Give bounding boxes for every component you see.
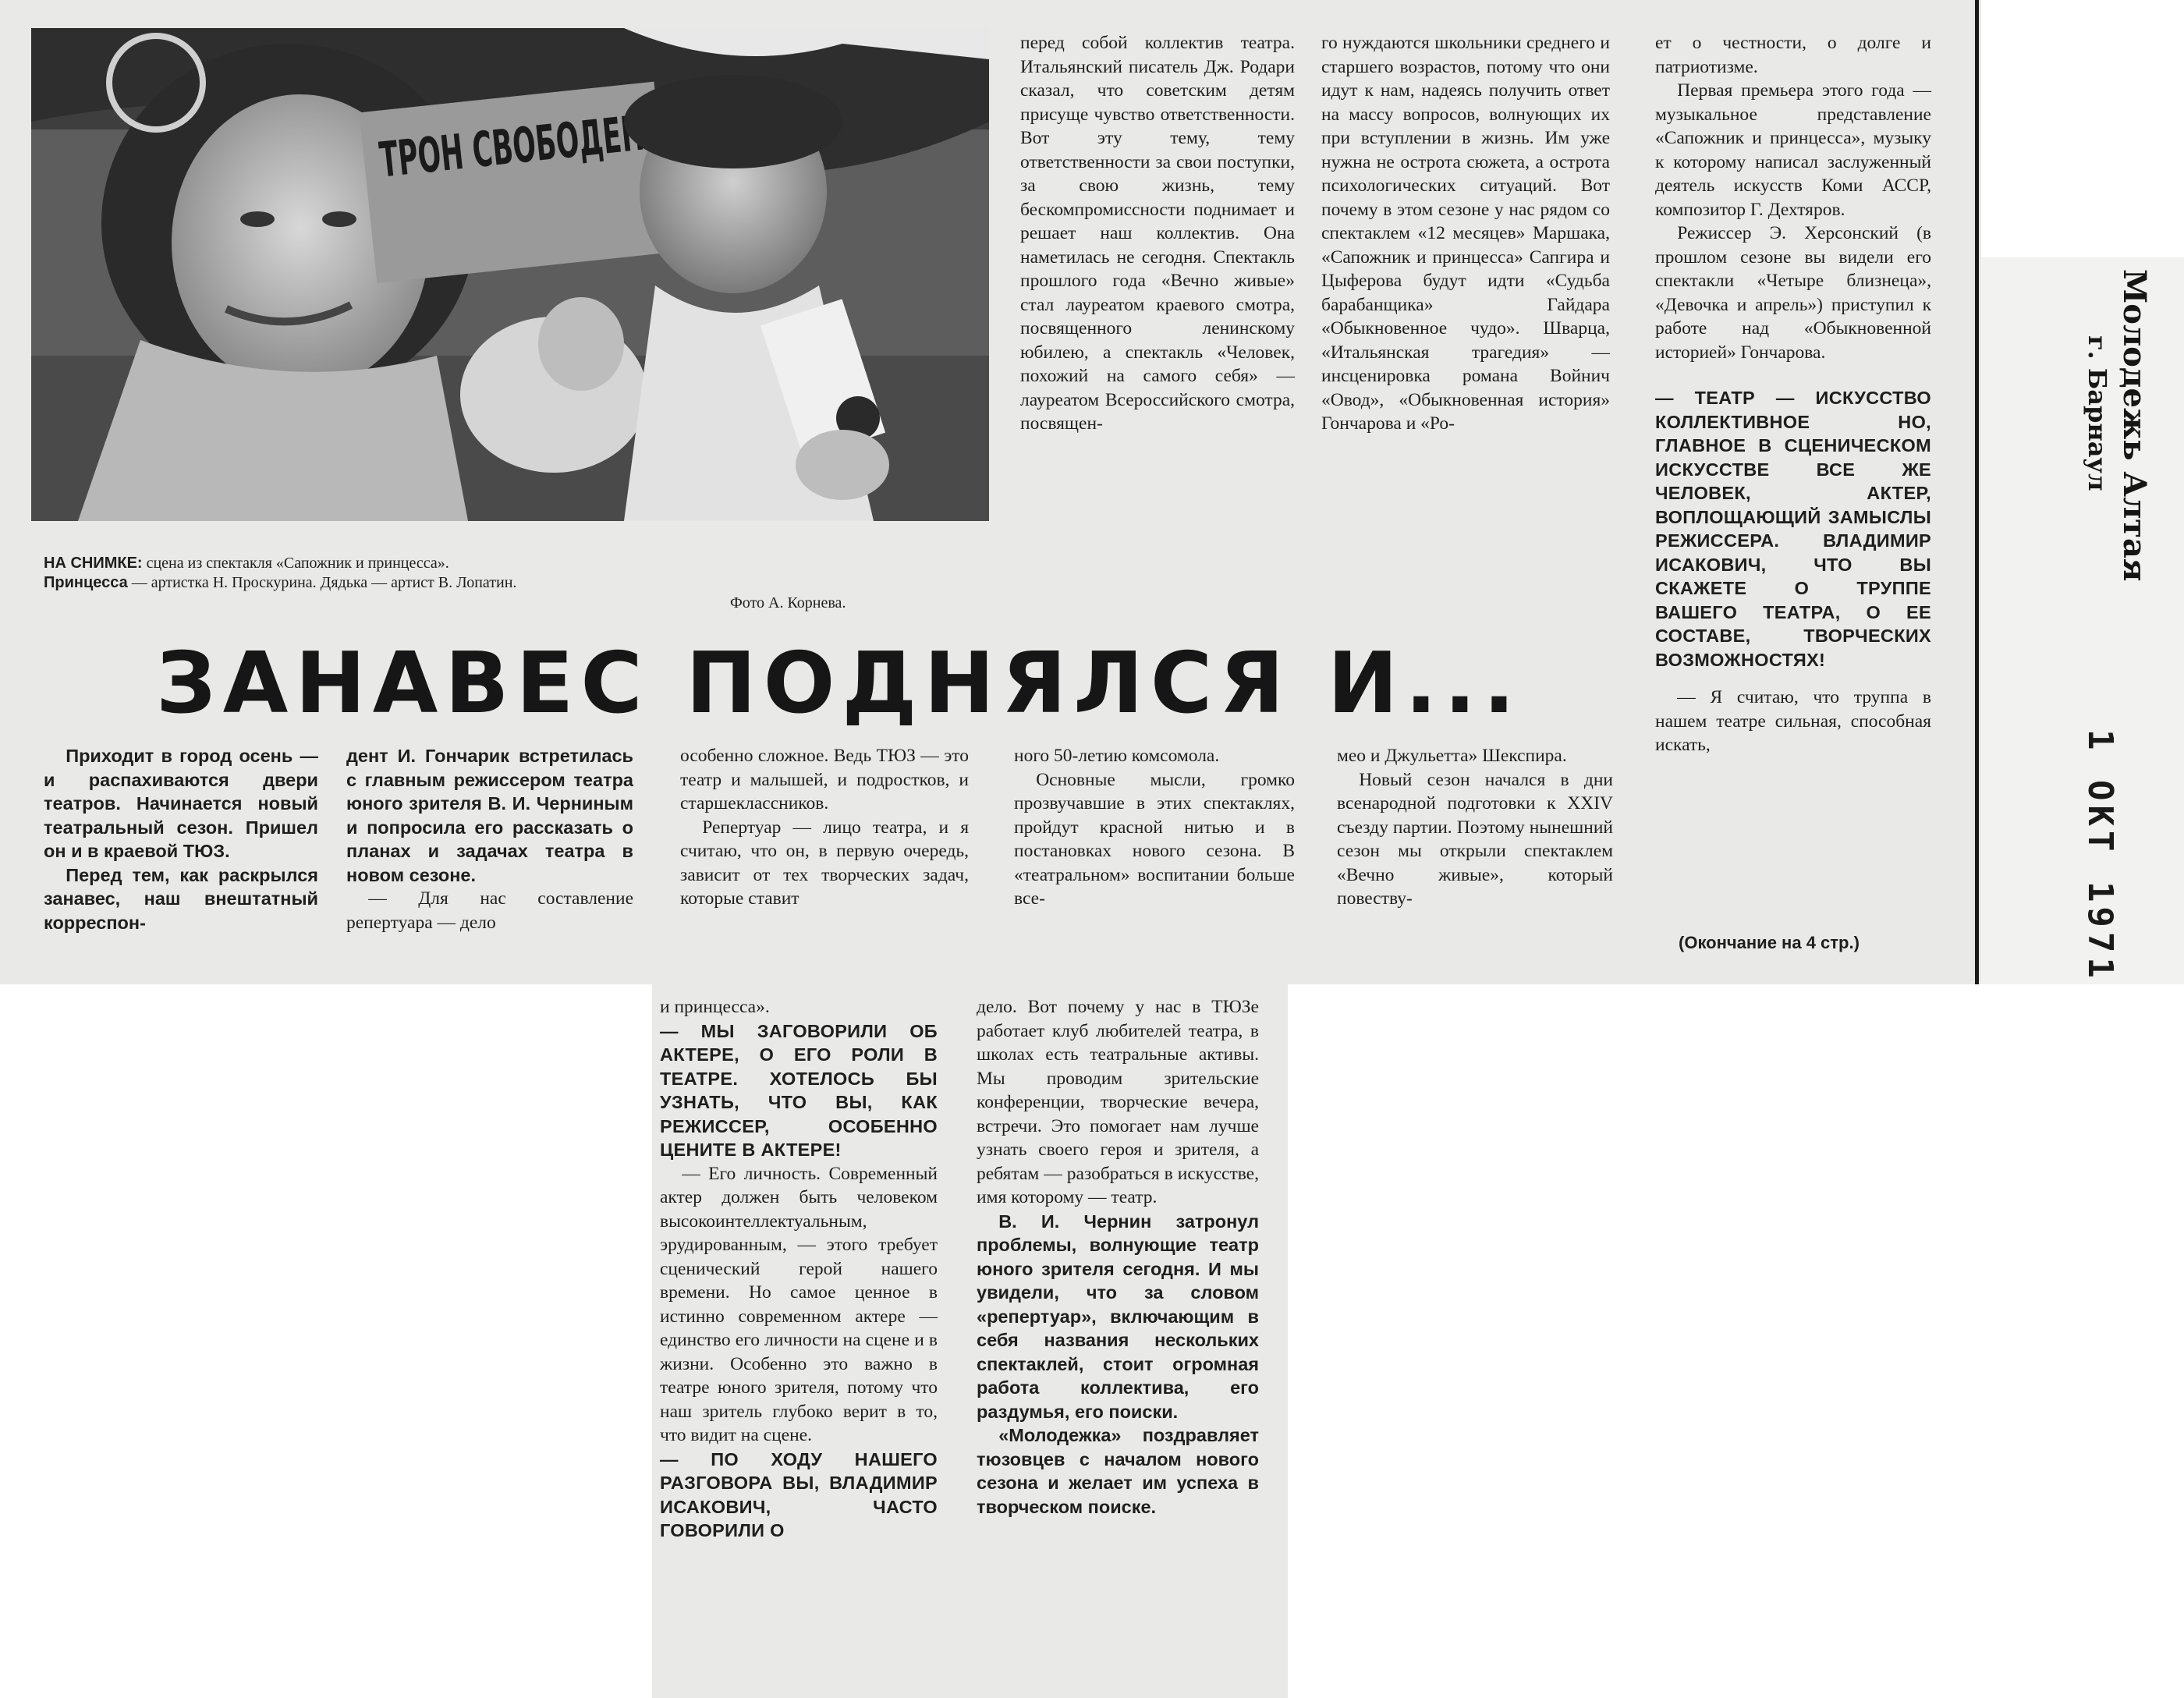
paragraph: особенно сложное. Ведь ТЮЗ — это театр и малышей, и подростков, и старшеклассников. [680, 746, 969, 814]
source-divider [1975, 0, 1979, 984]
continued-note: (Окончание на 4 стр.) [1679, 933, 1860, 952]
column-5-top [1321, 31, 1610, 436]
paragraph: мео и Джульетта» Шекспира. [1337, 746, 1567, 766]
photo-credit: Фото А. Корнева. [730, 594, 846, 611]
date-stamp: 1 ОКТ 1971 [2080, 729, 2120, 983]
paragraph: дент И. Гончарик встретилась с главным режиссером театра юного зрителя В. И. Черниным и попросила его рассказать о планах и задачах театра в новом сезоне. [346, 746, 633, 885]
paragraph: Репертуар — лицо театра, и я считаю, что он, в первую очередь, зависит от тех творческих задач, которые ставит [680, 817, 969, 909]
paragraph: Перед тем, как раскрылся занавес, наш внештатный корреспон- [44, 864, 318, 933]
caption-text: сцена из спектакля «Сапожник и принцесса». [146, 555, 449, 572]
paragraph: ет о честности, о долге и патриотизме. [1655, 33, 1931, 77]
paragraph: го нуждаются школьники среднего и старшего возрастов, потому что они идут к нам, надеясь получить ответ на массу вопросов, волнующих их при вступлении в жизнь. Им уже нужна не острота сюжета, а острота психологических ситуаций. Вот почему в этом сезоне у нас рядом со спектаклем «12 месяцев» Маршака, «Сапожник и принцесса» Сапгира и Цыферова будут идти «Судьба барабанщика» Гайдара «Обыкновенное чудо». Шварца, «Итальянская трагедия» — инсценировка романа Войнич «Овод», «Обыкновенная история» Гончарова и «Ро- [1321, 33, 1610, 434]
photo-sign-text: ТРОН СВОБОДЕН [377, 82, 856, 189]
paragraph: Первая премьера этого года — музыкальное представление «Сапожник и принцесса», музыку к которому написал заслуженный деятель искусств Коми АССР, композитор Г. Дехтяров. [1655, 80, 1931, 220]
photo-caption [44, 554, 933, 593]
column-3 [680, 744, 969, 911]
paragraph: Приходит в город осень — и распахиваются двери театров. Начинается новый театральный сезон. Пришел он и в краевой ТЮЗ. [44, 746, 318, 861]
column-4-bottom [1014, 744, 1295, 911]
paragraph: ного 50-летию комсомола. [1014, 746, 1220, 766]
continuation-column-b [977, 995, 1259, 1519]
paragraph: — Для нас составление репертуара — дело [346, 888, 633, 933]
column-1-lede [44, 744, 318, 934]
paragraph: дело. Вот почему у нас в ТЮЗе работает клуб любителей театра, в школах есть театральные активы. Мы проводим зрительские конференции, творческие вечера, встречи. Это помогает нам лучше узнать своего героя и зрителя, а ребятам — разобраться в искусстве, имя которому — театр. [977, 997, 1259, 1207]
interview-question: — МЫ ЗАГОВОРИЛИ ОБ АКТЕРЕ, О ЕГО РОЛИ В ТЕАТРЕ. ХОТЕЛОСЬ БЫ УЗНАТЬ, ЧТО ВЫ, КАК РЕЖИССЕР, ОСОБЕННО ЦЕНИТЕ В АКТЕРЕ! [660, 1020, 938, 1160]
caption-roles: — артистка Н. Проскурина. Дядька — артист В. Лопатин. [131, 574, 517, 591]
column-6 [1655, 31, 1931, 757]
column-4-top [1020, 31, 1295, 436]
photo-stage-scene [31, 28, 989, 521]
paragraph: и принцесса». [660, 997, 770, 1017]
paragraph: «Молодежка» поздравляет тюзовцев с началом нового сезона и желает им успеха в творческом поиске. [977, 1425, 1259, 1517]
paragraph: В. И. Чернин затронул проблемы, волнующие театр юного зрителя сегодня. И мы увидели, что за словом «репертуар», включающим в себя названия нескольких спектаклей, стоит огромная работа коллектива, его раздумья, его поиски. [977, 1211, 1259, 1422]
column-2 [346, 744, 633, 934]
caption-roles-bold: Принцесса [44, 574, 128, 591]
newspaper-name: Молодежь Алтая [2116, 269, 2153, 582]
paragraph: перед собой коллектив театра. Итальянский писатель Дж. Родари сказал, что советским детям присуще чувство ответственности. Вот эту тему, тему ответственности за свои поступки, за свою жизнь, тему бескомпромиссности поднимает и решает наш коллектив. Она наметилась не сегодня. Спектакль прошлого года «Вечно живые» стал лауреатом краевого смотра, посвященного ленинскому юбилею, а спектакль «Человек, похожий на самого себя» — лауреатом Всероссийского смотра, посвящен- [1020, 33, 1295, 434]
column-5-bottom [1337, 744, 1613, 911]
paragraph: Основные мысли, громко прозвучавшие в этих спектаклях, пройдут красной нитью и в постановках нового сезона. В «театральном» воспитании больше все- [1014, 769, 1295, 909]
caption-label: НА СНИМКЕ: [44, 555, 143, 572]
interview-question: — ПО ХОДУ НАШЕГО РАЗГОВОРА ВЫ, ВЛАДИМИР ИСАКОВИЧ, ЧАСТО ГОВОРИЛИ О [660, 1448, 938, 1540]
headline: ЗАНАВЕС ПОДНЯЛСЯ И... [156, 635, 1523, 732]
paragraph: Новый сезон начался в дни всенародной подготовки к XXIV съезду партии. Поэтому нынешний сезон мы открыли спектаклем «Вечно живые», который повеству- [1337, 769, 1613, 909]
interview-question: — ТЕАТР — ИСКУССТВО КОЛЛЕКТИВНОЕ НО, ГЛАВНОЕ В СЦЕНИЧЕСКОМ ИСКУССТВЕ ВСЕ ЖЕ ЧЕЛОВЕК, АКТЕР, ВОПЛОЩАЮЩИЙ ЗАМЫСЛЫ РЕЖИССЕРА. ВЛАДИМИР ИСАКОВИЧ, ЧТО ВЫ СКАЖЕТЕ О ТРУППЕ ВАШЕГО ТЕАТРА, О ЕЕ СОСТАВЕ, ТВОРЧЕСКИХ ВОЗМОЖНОСТЯХ! [1655, 388, 1931, 670]
continuation-column-a [660, 995, 938, 1543]
paragraph: Режиссер Э. Херсонский (в прошлом сезоне вы видели его спектакли «Четыре близнеца», «Девочка и апрель») приступил к работе над «Обыкновенной историей» Гончарова. [1655, 223, 1931, 363]
newspaper-city: г. Барнаул [2083, 335, 2112, 491]
photo-illustration [31, 28, 989, 521]
paragraph: — Его личность. Современный актер должен быть человеком высокоинтеллектуальным, эрудированным, — этого требует сценический герой нашего времени. Но самое ценное в истинно современном актере — единство его личности на сцене и в жизни. Особенно это важно в театре юного зрителя, потому что наш зритель глубоко верит в то, что видит на сцене. [660, 1163, 938, 1445]
paragraph: — Я считаю, что труппа в нашем театре сильная, способная искать, [1655, 687, 1931, 755]
